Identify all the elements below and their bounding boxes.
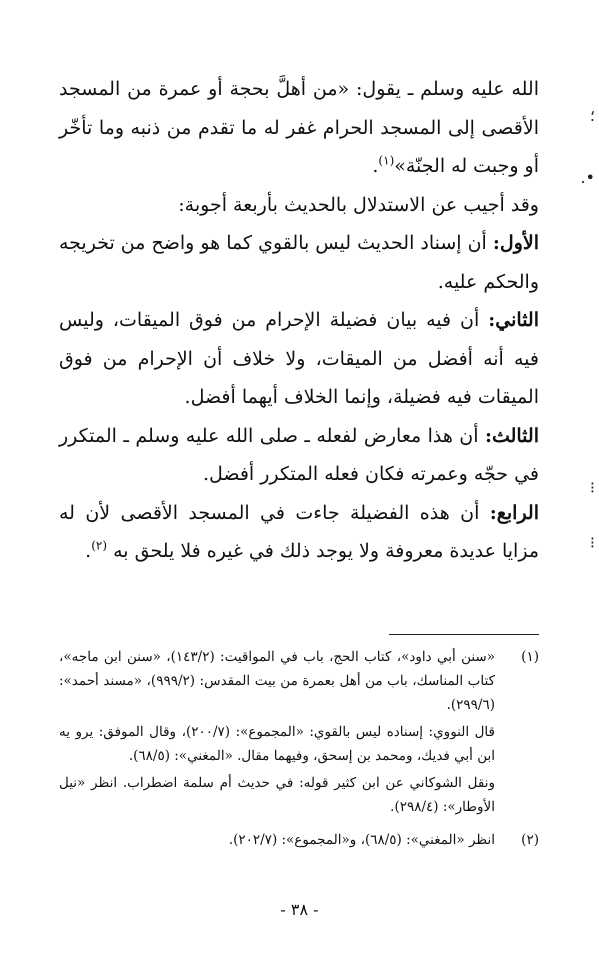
footnote-divider: [389, 634, 539, 635]
answer-3-text: أن هذا معارض لفعله ـ صلى الله عليه وسلم ـ المتكرر في حجّه وعمرته فكان فعله المتكرر أفضل.: [59, 424, 539, 485]
footnote-1-nawawi: قال النووي: إسناده ليس بالقوي: «المجموع»: (٢٠٠/٧)، وقال الموفق: يرو يه ابن أبي فديك، ومحمد بن إسحق، وفيهما مقال. «المغني»: (٦٨/٥).: [59, 724, 495, 764]
footnote-1-shawkani: ونقل الشوكاني عن ابن كثير قوله: في حديث أم سلمة اضطراب. انظر «نيل الأوطار»: (٢٩٨/٤).: [59, 775, 495, 815]
answer-4-text: أن هذه الفضيلة جاءت في المسجد الأقصى لأن له مزايا عديدة معروفة ولا يوجد ذلك في غيره فلا يلحق به: [59, 501, 539, 562]
hadith-paragraph: [59, 70, 539, 186]
footnote-2-sources: انظر «المغني»: (٦٨/٥)، و«المجموع»: (٢٠٢/٧).: [228, 832, 495, 848]
main-text: [59, 70, 539, 571]
margin-mark: ⁝: [589, 533, 595, 552]
answer-2-lead: الثاني:: [488, 309, 539, 331]
footnotes: [59, 645, 539, 861]
margin-mark: ؛: [589, 106, 595, 125]
footnote-1-body: [59, 645, 495, 822]
footnote-2-number: (٢): [521, 832, 539, 848]
margin-mark: •.: [580, 168, 595, 187]
hadith-text: الله عليه وسلم ـ يقول: «من أهلَّ بحجة أو عمرة من المسجد الأقصى إلى المسجد الحرام غفر له ما تقدم من ذنبه وما تأخّر أو وجبت له الجنّة»: [59, 78, 539, 177]
answer-2-text: أن فيه بيان فضيلة الإحرام من فوق الميقات، وليس فيه أنه أفضل من الميقات، ولا خلاف أن الإحرام من فوق الميقات فيه فضيلة، وإنما الخلاف أيهما أفضل.: [59, 309, 539, 408]
answer-3-lead: الثالث:: [484, 424, 539, 447]
margin-mark: ⁝: [589, 478, 595, 497]
footnote-1-number: (١): [521, 649, 539, 665]
footnote-ref-1[interactable]: (١): [378, 153, 395, 168]
answer-1-text: أن إسناد الحديث ليس بالقوي كما هو واضح من تخريجه والحكم عليه.: [58, 232, 539, 293]
answer-3: [59, 417, 539, 494]
punctuation: .: [85, 540, 92, 562]
intro-paragraph: وقد أجيب عن الاستدلال بالحديث بأربعة أجوبة:: [178, 193, 539, 216]
answer-1-lead: الأول:: [492, 232, 539, 254]
answer-1: [59, 224, 539, 301]
footnote-ref-2[interactable]: (٢): [91, 538, 108, 553]
footnote-1: [59, 645, 539, 822]
punctuation: .: [372, 155, 379, 177]
page-number: - ٣٨ -: [280, 900, 319, 919]
footnote-2: [59, 828, 539, 855]
footnote-1-sources: «سنن أبي داود»، كتاب الحج، باب في المواقيت: (١٤٣/٢)، «سنن ابن ماجه»، كتاب المناسك، باب من أهل بعمرة من بيت المقدس: (٩٩٩/٢)، «مسند أحمد»: (٢٩٩/٦).: [59, 649, 495, 713]
answer-2: [59, 301, 539, 417]
answer-4-lead: الرابع:: [489, 501, 539, 524]
footnote-2-body: [59, 828, 495, 855]
answer-4: [59, 494, 539, 571]
